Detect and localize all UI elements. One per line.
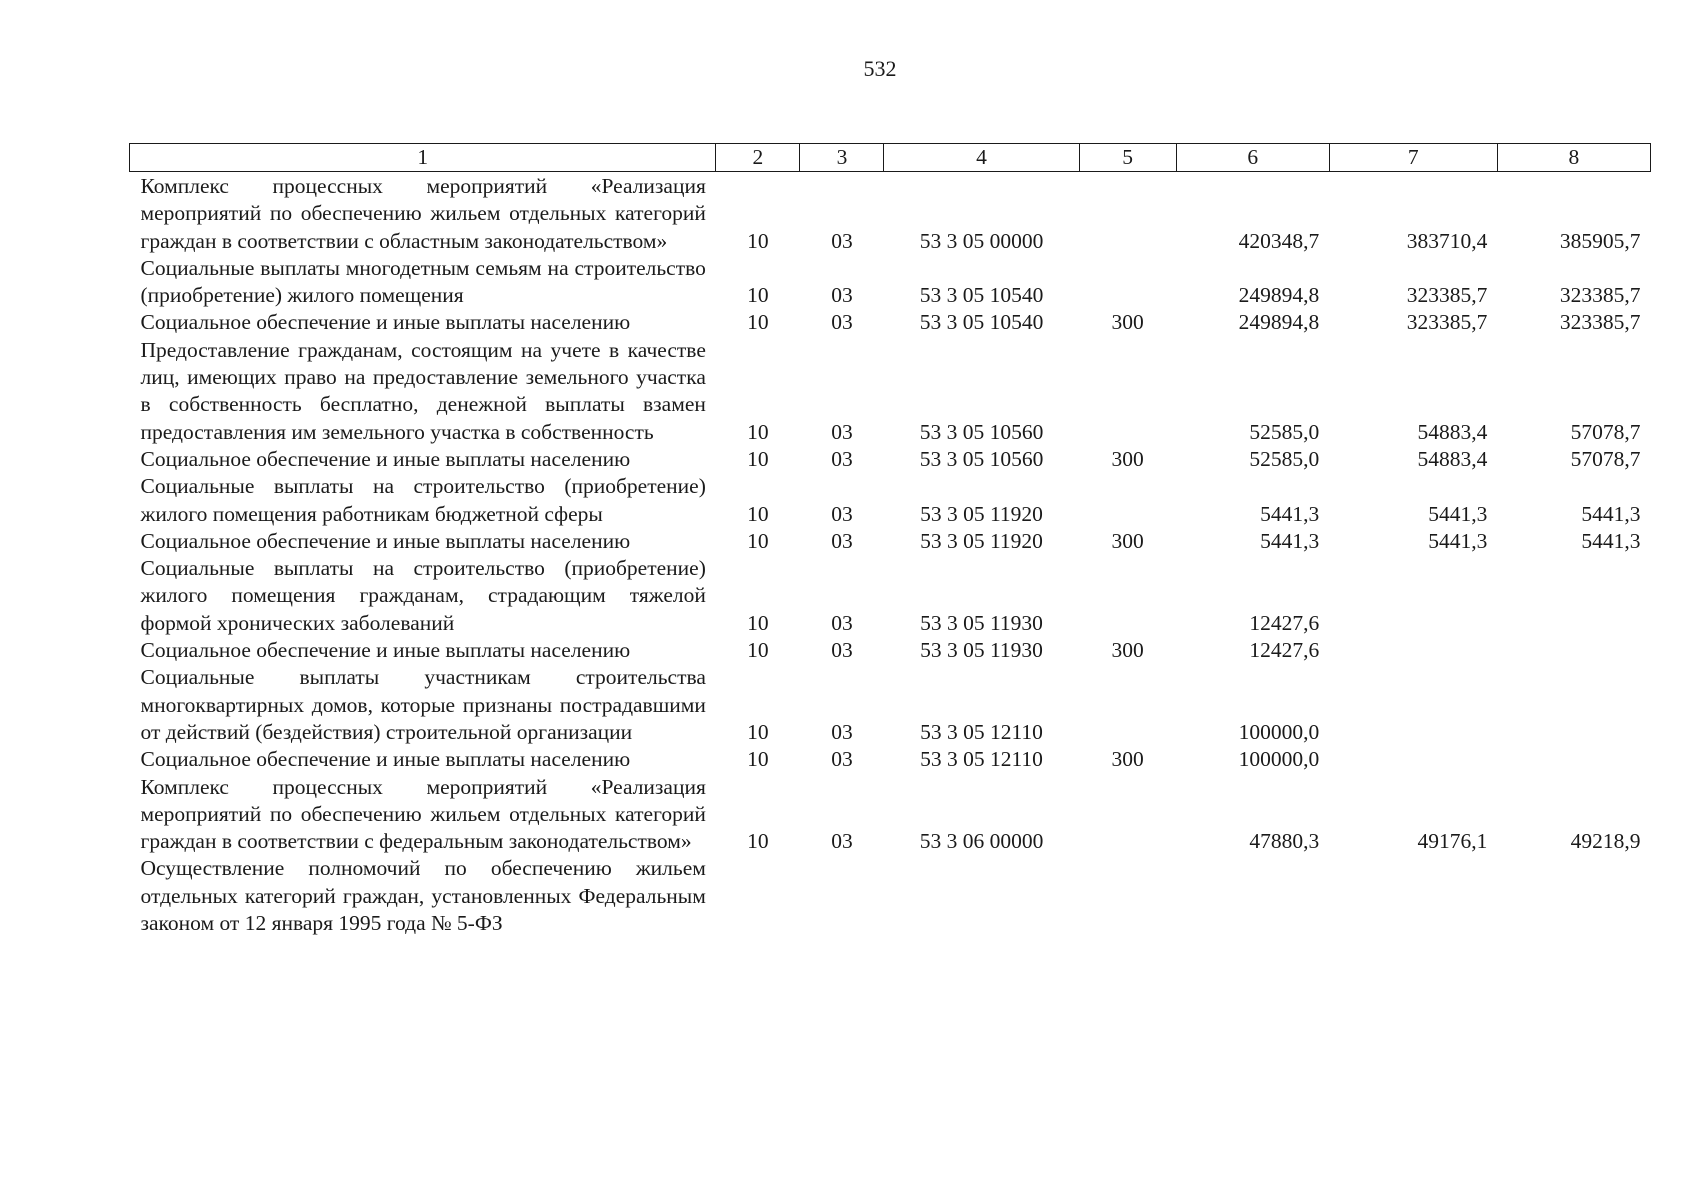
section-cell: 10: [747, 719, 769, 744]
amount-col7-cell: 54883,4: [1417, 419, 1488, 444]
table-row: [130, 473, 1651, 528]
amount-col7-cell: [1329, 555, 1497, 637]
amount-col6-cell: 5441,3: [1260, 528, 1320, 553]
expense-type-cell: [1079, 255, 1176, 310]
table-row: [130, 855, 1651, 937]
column-header-6: 6: [1176, 144, 1329, 172]
section-cell: 10: [747, 829, 769, 854]
target-article-cell: 53 3 05 12110: [920, 747, 1043, 772]
target-article-cell: 53 3 05 10560: [919, 446, 1044, 471]
section-cell: 10: [747, 419, 769, 444]
target-article-cell: 53 3 05 12110: [920, 719, 1043, 744]
column-header-2: 2: [716, 144, 800, 172]
table-row: [130, 309, 1651, 336]
table-row: [130, 637, 1651, 664]
amount-col8-cell: [1497, 746, 1650, 773]
subsection-cell: 03: [831, 228, 853, 253]
row-name-cell: Социальное обеспечение и иные выплаты населению: [140, 528, 631, 553]
amount-col7-cell: [1329, 746, 1497, 773]
amount-col7-cell: [1329, 855, 1497, 937]
amount-col7-cell: [1329, 637, 1497, 664]
column-header-7: 7: [1329, 144, 1497, 172]
amount-col7-cell: 5441,3: [1428, 501, 1488, 526]
subsection-cell: 03: [831, 501, 853, 526]
subsection-cell: 03: [831, 719, 853, 744]
column-header-3: 3: [800, 144, 884, 172]
subsection-cell: 03: [831, 747, 853, 772]
section-cell: [716, 855, 800, 937]
header-row: [130, 144, 1651, 172]
amount-col6-cell: 249894,8: [1238, 310, 1320, 335]
amount-col7-cell: [1329, 664, 1497, 746]
table-header: [130, 144, 1651, 172]
expense-type-cell: [1079, 337, 1176, 446]
section-cell: 10: [747, 446, 769, 471]
amount-col6-cell: 249894,8: [1238, 283, 1320, 308]
table-body: [130, 172, 1651, 938]
row-name-cell: Социальные выплаты на строительство (приобретение) жилого помещения работникам бюджетной сферы: [140, 474, 706, 526]
expense-type-cell: [1079, 473, 1176, 528]
row-name-cell: Комплекс процессных мероприятий «Реализация мероприятий по обеспечению жильем отдельных категорий граждан в соответствии с областным законодательством»: [140, 174, 706, 253]
target-article-cell: 53 3 05 11920: [920, 528, 1043, 553]
amount-col7-cell: 323385,7: [1406, 310, 1488, 335]
expense-type-cell: 300: [1111, 310, 1144, 335]
section-cell: 10: [747, 747, 769, 772]
row-name-cell: Социальное обеспечение и иные выплаты населению: [140, 747, 631, 772]
row-name-cell: Социальное обеспечение и иные выплаты населению: [140, 638, 631, 663]
subsection-cell: 03: [831, 528, 853, 553]
expense-type-cell: 300: [1111, 446, 1144, 471]
amount-col8-cell: [1497, 555, 1650, 637]
expense-type-cell: 300: [1111, 747, 1144, 772]
amount-col6-cell: 5441,3: [1260, 501, 1320, 526]
amount-col8-cell: 5441,3: [1581, 528, 1641, 553]
amount-col8-cell: 323385,7: [1559, 283, 1641, 308]
section-cell: 10: [747, 610, 769, 635]
expense-type-cell: 300: [1111, 638, 1144, 663]
table-row: [130, 774, 1651, 856]
column-header-1: 1: [130, 144, 716, 172]
subsection-cell: 03: [831, 310, 853, 335]
subsection-cell: 03: [831, 283, 853, 308]
amount-col8-cell: 323385,7: [1559, 310, 1641, 335]
target-article-cell: 53 3 05 10540: [919, 310, 1044, 335]
row-name-cell: Предоставление гражданам, состоящим на учете в качестве лиц, имеющих право на предоставление земельного участка в собственность бесплатно, денежной выплаты взамен предоставления им земельного участка в собственность: [140, 337, 706, 444]
amount-col8-cell: [1497, 637, 1650, 664]
section-cell: 10: [747, 310, 769, 335]
table-row: [130, 664, 1651, 746]
amount-col7-cell: 54883,4: [1417, 446, 1488, 471]
table-row: [130, 172, 1651, 255]
section-cell: 10: [747, 283, 769, 308]
subsection-cell: 03: [831, 638, 853, 663]
amount-col6-cell: 100000,0: [1238, 719, 1320, 744]
expense-type-cell: [1079, 555, 1176, 637]
subsection-cell: 03: [831, 829, 853, 854]
table-row: [130, 555, 1651, 637]
table-row: [130, 528, 1651, 555]
amount-col8-cell: 5441,3: [1581, 501, 1641, 526]
subsection-cell: 03: [831, 419, 853, 444]
amount-col8-cell: 49218,9: [1570, 829, 1641, 854]
subsection-cell: [800, 855, 884, 937]
amount-col8-cell: [1497, 855, 1650, 937]
amount-col8-cell: 385905,7: [1559, 228, 1641, 253]
amount-col7-cell: 383710,4: [1406, 228, 1488, 253]
expense-type-cell: [1079, 172, 1176, 255]
target-article-cell: 53 3 06 00000: [919, 829, 1044, 854]
expense-type-cell: [1079, 855, 1176, 937]
expense-type-cell: 300: [1111, 528, 1144, 553]
section-cell: 10: [747, 638, 769, 663]
table-row: [130, 446, 1651, 473]
subsection-cell: 03: [831, 446, 853, 471]
target-article-cell: [884, 855, 1079, 937]
column-header-8: 8: [1497, 144, 1650, 172]
column-header-5: 5: [1079, 144, 1176, 172]
target-article-cell: 53 3 05 10560: [919, 419, 1044, 444]
amount-col6-cell: [1176, 855, 1329, 937]
amount-col6-cell: 52585,0: [1249, 419, 1320, 444]
target-article-cell: 53 3 05 11930: [920, 610, 1043, 635]
target-article-cell: 53 3 05 11930: [920, 638, 1043, 663]
expense-type-cell: [1079, 664, 1176, 746]
amount-col7-cell: 49176,1: [1417, 829, 1488, 854]
row-name-cell: Социальные выплаты участникам строительства многоквартирных домов, которые признаны пострадавшими от действий (бездействия) строительной организации: [140, 665, 706, 744]
section-cell: 10: [747, 501, 769, 526]
row-name-cell: Социальное обеспечение и иные выплаты населению: [140, 310, 631, 335]
amount-col8-cell: 57078,7: [1570, 446, 1641, 471]
amount-col6-cell: 47880,3: [1249, 829, 1320, 854]
page-number: 532: [863, 56, 897, 81]
amount-col6-cell: 12427,6: [1249, 638, 1320, 663]
budget-table: [129, 143, 1651, 937]
expense-type-cell: [1079, 774, 1176, 856]
table-row: [130, 255, 1651, 310]
amount-col6-cell: 100000,0: [1238, 747, 1320, 772]
amount-col7-cell: 323385,7: [1406, 283, 1488, 308]
amount-col6-cell: 12427,6: [1249, 610, 1320, 635]
amount-col6-cell: 420348,7: [1238, 228, 1320, 253]
section-cell: 10: [747, 528, 769, 553]
table-row: [130, 746, 1651, 773]
amount-col8-cell: 57078,7: [1570, 419, 1641, 444]
target-article-cell: 53 3 05 10540: [919, 283, 1044, 308]
column-header-4: 4: [884, 144, 1079, 172]
row-name-cell: Социальные выплаты на строительство (приобретение) жилого помещения гражданам, страдающим тяжелой формой хронических заболеваний: [140, 556, 706, 635]
amount-col7-cell: 5441,3: [1428, 528, 1488, 553]
row-name-cell: Социальное обеспечение и иные выплаты населению: [140, 446, 631, 471]
amount-col8-cell: [1497, 664, 1650, 746]
table-row: [130, 337, 1651, 446]
row-name-cell: Осуществление полномочий по обеспечению жильем отдельных категорий граждан, установленных Федеральным законом от 12 января 1995 года № 5-ФЗ: [140, 856, 706, 936]
section-cell: 10: [747, 228, 769, 253]
amount-col6-cell: 52585,0: [1249, 446, 1320, 471]
subsection-cell: 03: [831, 610, 853, 635]
target-article-cell: 53 3 05 00000: [919, 228, 1044, 253]
row-name-cell: Комплекс процессных мероприятий «Реализация мероприятий по обеспечению жильем отдельных категорий граждан в соответствии с федеральным законодательством»: [140, 774, 706, 854]
target-article-cell: 53 3 05 11920: [920, 501, 1043, 526]
row-name-cell: Социальные выплаты многодетным семьям на строительство (приобретение) жилого помещения: [140, 255, 706, 308]
